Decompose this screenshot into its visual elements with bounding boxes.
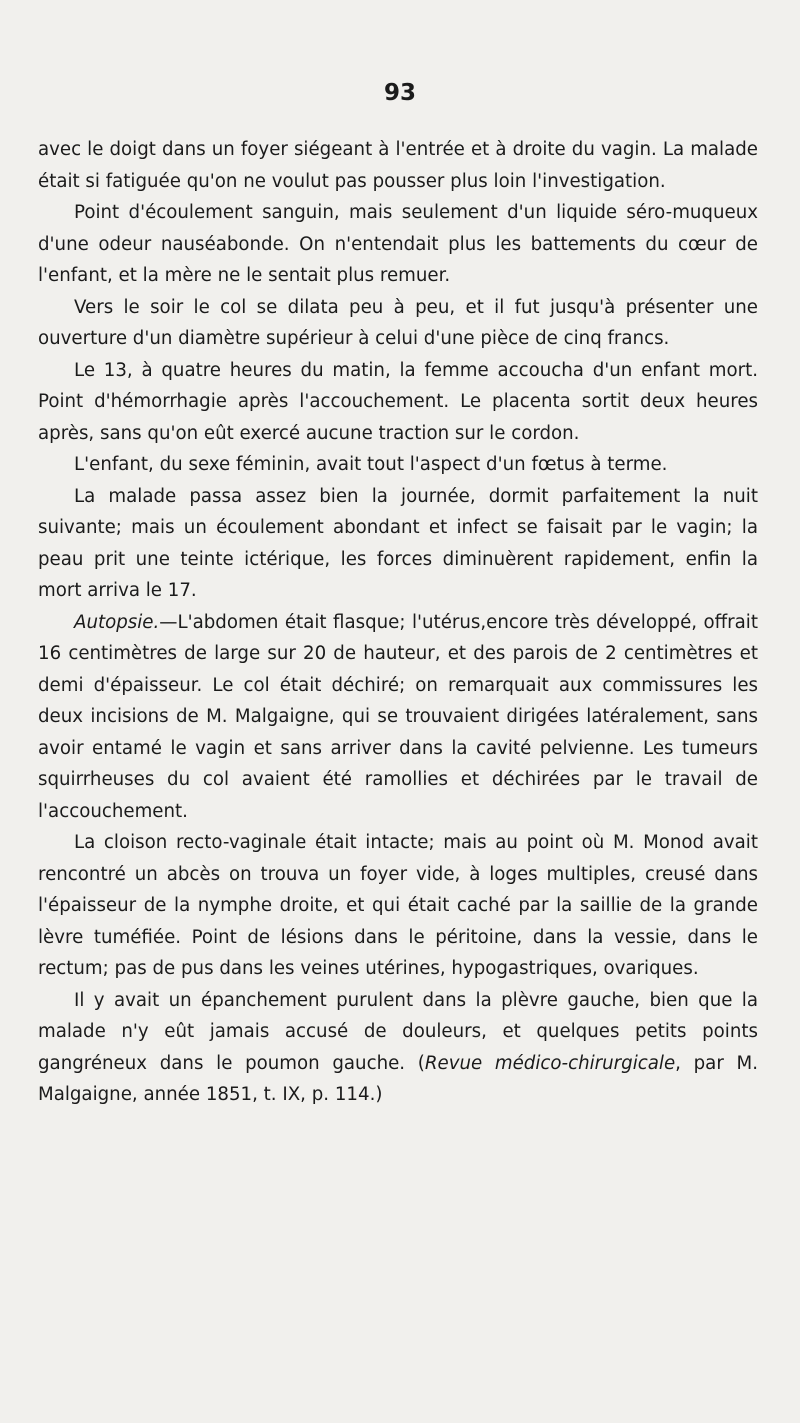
paragraph-8: La cloison recto-vaginale était intacte; mais au point où M. Monod avait rencontré un abcès on trouva un foyer vide, à loges multiples, creusé dans l'épaisseur de la nymphe droite, et qui était caché par la saillie de la grande lèvre tuméfiée. Point de lésions dans le péritoine, dans la vessie, dans le rectum; pas de pus dans les veines utérines, hypogastriques, ovariques. [38, 832, 758, 979]
source-citation: Revue médico-chirurgicale [424, 1052, 676, 1074]
autopsie-text: —L'abdomen était flasque; l'utérus,encore très développé, offrait 16 centimètres de large sur 20 de hauteur, et des parois de 2 centimètres et demi d'épaisseur. Le col était déchiré; on remarquait aux commissures les deux incisions de M. Malgaigne, qui se trouvaient dirigées latéralement, sans avoir entamé le vagin et sans arriver dans la cavité pelvienne. Les tumeurs squirrheuses du col avaient été ramollies et déchirées par le travail de l'accouchement. [38, 611, 758, 822]
citation-details: , par M. Malgaigne, année 1851, t. IX, p. 114.) [38, 1052, 758, 1105]
paragraph-6: La malade passa assez bien la journée, dormit parfaitement la nuit suivante; mais un écoulement abondant et infect se faisait par le vagin; la peau prit une teinte ictérique, les forces diminuèrent rapidement, enfin la mort arriva le 17. [38, 485, 758, 601]
paragraph-4: Le 13, à quatre heures du matin, la femme accoucha d'un enfant mort. Point d'hémorrhagie après l'accouchement. Le placenta sortit deux heures après, sans qu'on eût exercé aucune traction sur le cordon. [38, 359, 758, 444]
paragraph-3: Vers le soir le col se dilata peu à peu, et il fut jusqu'à présenter une ouverture d'un diamètre supérieur à celui d'une pièce de cinq francs. [38, 296, 758, 349]
paragraph-1: avec le doigt dans un foyer siégeant à l'entrée et à droite du vagin. La malade était si fatiguée qu'on ne voulut pas pousser plus loin l'investigation. [38, 139, 758, 192]
page-body [38, 134, 758, 1111]
page-number: 93 [383, 80, 416, 106]
paragraph-2: Point d'écoulement sanguin, mais seulement d'un liquide séro-muqueux d'une odeur nauséabonde. On n'entendait plus les battements du cœur de l'enfant, et la mère ne le sentait plus remuer. [38, 202, 758, 286]
paragraph-5: L'enfant, du sexe féminin, avait tout l'aspect d'un fœtus à terme. [74, 454, 668, 475]
paragraph-9-text: Il y avait un épanchement purulent dans la plèvre gauche, bien que la malade n'y eût jamais accusé de douleurs, et quelques petits points gangréneux dans le poumon gauche. ( [38, 989, 758, 1074]
paragraph-9 [38, 985, 758, 1111]
paragraph-autopsie [38, 607, 758, 828]
autopsie-heading: Autopsie. [74, 611, 160, 633]
